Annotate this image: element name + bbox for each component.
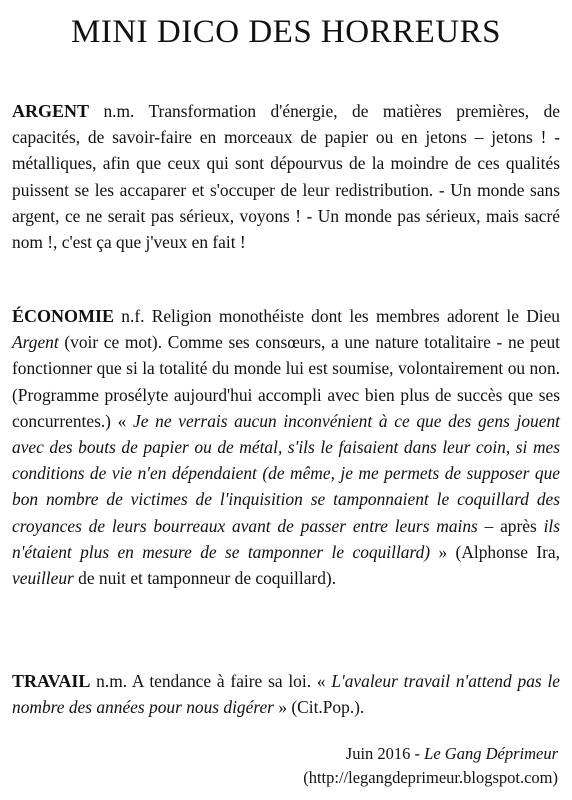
entry-definition: n.m. A tendance à faire sa loi. « [90,671,332,691]
entry-definition: n.f. Religion monothéiste dont les membres adorent le Dieu [114,306,560,326]
attribution: » (Alphonse Ira, [430,541,560,562]
entry-term: ÉCONOMIE [12,306,115,326]
page-title: MINI DICO DES HORREURS [71,14,501,50]
entry-term: ARGENT [12,101,90,121]
footer-url: (http://legangdeprimeur.blogspot.com) [303,768,558,787]
entry-term: TRAVAIL [12,671,91,691]
attribution-role: veuilleur [12,568,74,589]
entry-economie [12,303,560,591]
quotation-cont: ils n'étaient plus en mesure de se tamponner le coquillard) [12,515,560,562]
entry-argent [12,98,560,255]
footer-signature: Le Gang Déprimeur [424,744,558,763]
attribution: » (Cit.Pop.). [273,697,365,718]
footer-signature-line [158,742,558,766]
footer-date: Juin 2016 - [345,744,425,763]
entry-definition: n.m. Transformation d'énergie, de matières premières, de capacités, de savoir-faire en morceaux de papier ou en jetons – jetons ! - métalliques, afin que ceux qui sont dépourvus de la moindre de ces qualités puissent se les accaparer et s'occuper de leur redistribution. - Un monde sans argent, ce ne serait pas sérieux, voyons ! - Un monde pas sérieux, mais sacré nom !, c'est ça que j'veux en fait ! [12,101,560,253]
cross-reference: Argent [12,332,59,353]
entry-definition-cont: (voir ce mot). Comme ses consœurs, a une nature totalitaire - ne peut fonctionner que si la totalité du monde lui est soumise, volontairement ou non. (Programme prosélyte aujourd'hui accompli avec bien plus de succès que ses concurrentes.) « [12,332,560,431]
attribution-cont: de nuit et tamponneur de coquillard). [73,568,337,589]
quotation: Je ne verrais aucun inconvénient à ce que des gens jouent avec des bouts de papier ou de métal, s'ils le faisaient dans leur coin, si mes conditions de vie n'en dépendaient (de même, je me permets de supposer que bon nombre de victimes de l'inquisition se tamponnaient le coquillard des croyances de leurs bourreaux avant de passer entre leurs mains [12,410,560,536]
footer [158,742,558,790]
quotation-dash: – après [477,515,544,536]
quotation: L'avaleur travail n'attend pas le nombre des années pour nous digérer [12,671,561,718]
entry-travail [12,668,560,720]
